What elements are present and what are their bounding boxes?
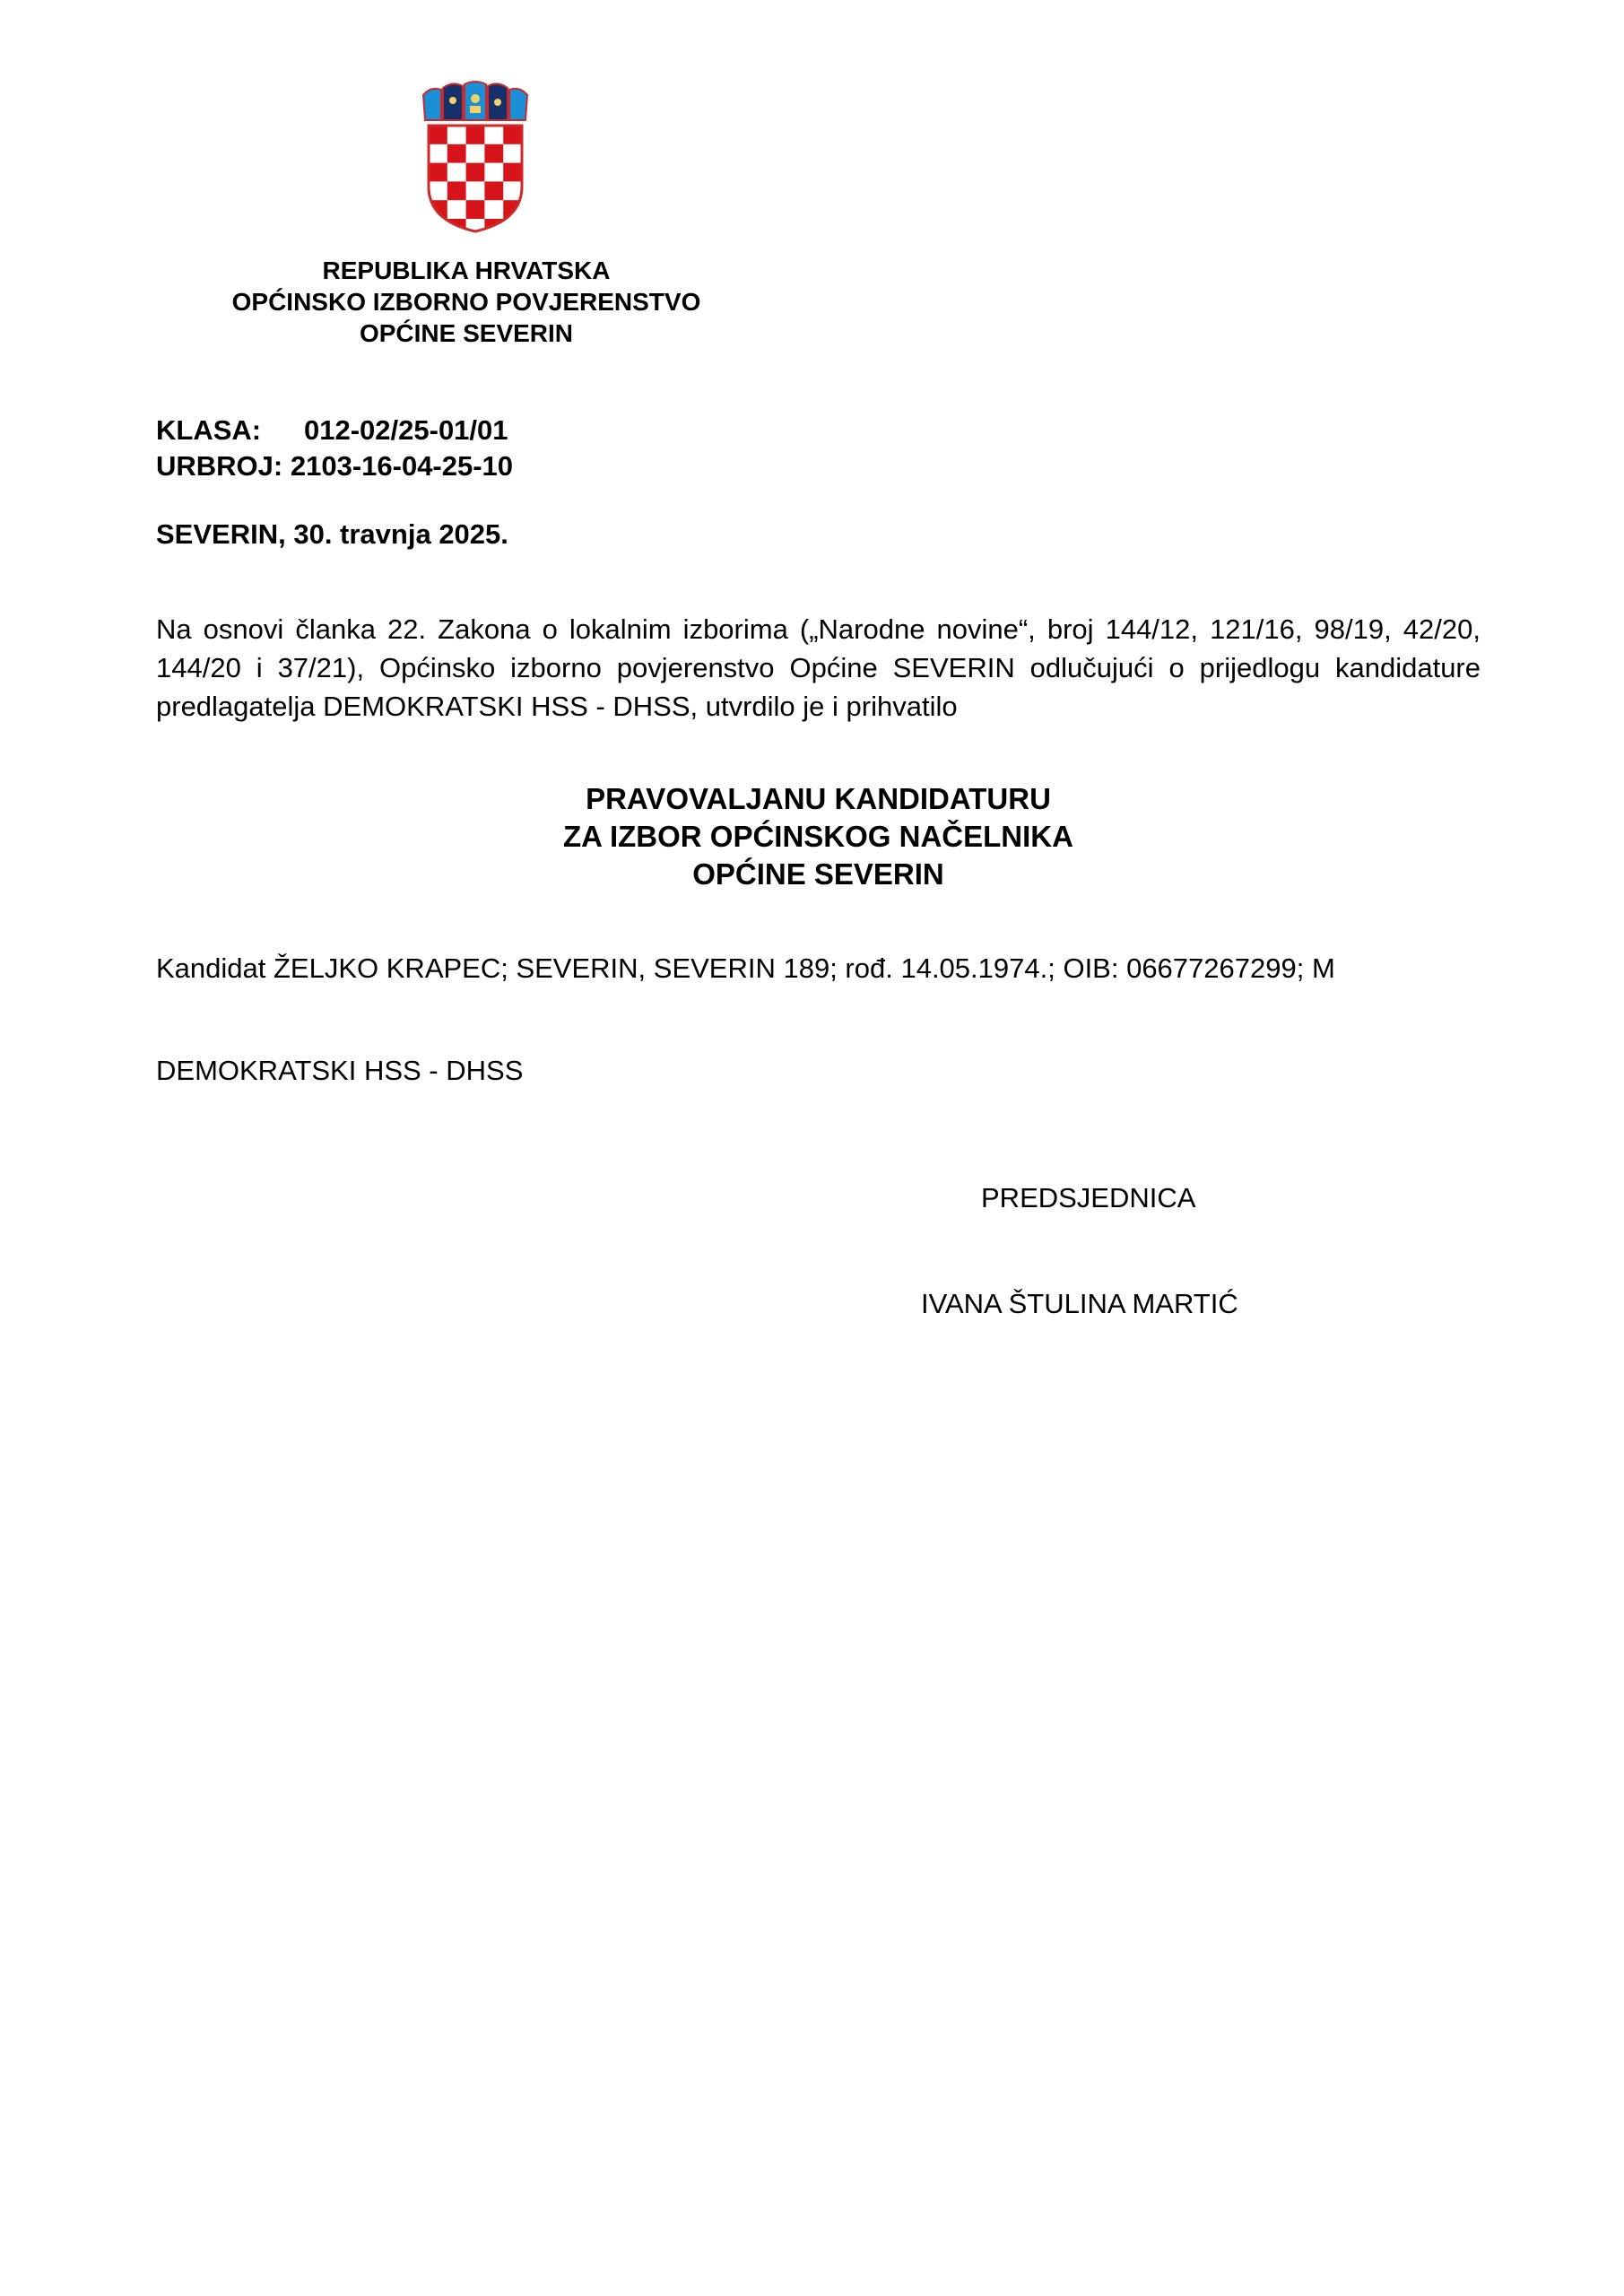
- shield-square: [503, 219, 522, 233]
- shield-square: [503, 163, 522, 182]
- date: , 30. travnja 2025.: [278, 518, 508, 550]
- shield-square: [466, 144, 485, 163]
- shield-square: [429, 163, 447, 182]
- title-line-2: ZA IZBOR OPĆINSKOG NAČELNIKA: [563, 820, 1073, 853]
- urbroj-row: [156, 450, 513, 483]
- shield-square: [429, 144, 447, 163]
- shield-square: [484, 163, 503, 182]
- shield-square: [447, 200, 466, 219]
- title-line-3: OPĆINE SEVERIN: [692, 857, 944, 891]
- shield-square: [484, 126, 503, 144]
- klasa-value: 012-02/25-01/01: [304, 414, 508, 446]
- header-country: REPUBLIKA HRVATSKA: [322, 257, 611, 284]
- legal-basis-paragraph: Na osnovi članka 22. Zakona o lokalnim izborima („Narodne novine“, broj 144/12, 121/16, 98/19, 42/20, 144/20 i 37/21), Općinsko izborno povjerenstvo Općine SEVERIN odlučujući o prijedlogu kandidature predlagatelja DEMOKRATSKI HSS - DHSS, utvrdilo je i prihvatilo: [156, 613, 1481, 722]
- shield-square: [447, 163, 466, 182]
- signature-role: PREDSJEDNICA: [981, 1182, 1196, 1213]
- coat-of-arms-icon: [420, 79, 531, 233]
- shield-square: [447, 126, 466, 144]
- shield-square: [429, 219, 447, 233]
- shield-square: [484, 144, 503, 163]
- urbroj-value: 2103-16-04-25-10: [290, 450, 514, 482]
- party-name: DEMOKRATSKI HSS - DHSS: [156, 1055, 524, 1086]
- shield-square: [503, 126, 522, 144]
- shield-square: [429, 126, 447, 144]
- candidate-line: Kandidat ŽELJKO KRAPEC; SEVERIN, SEVERIN 189; rođ. 14.05.1974.; OIB: 06677267299; M: [156, 952, 1335, 984]
- urbroj-label: URBROJ:: [156, 450, 283, 482]
- shield-square: [484, 200, 503, 219]
- place: SEVERIN: [156, 518, 279, 550]
- header-authority: OPĆINSKO IZBORNO POVJERENSTVO: [231, 288, 701, 316]
- shield-square: [429, 181, 447, 200]
- issuer-header: [161, 255, 771, 349]
- shield-square: [447, 181, 466, 200]
- shield-square: [466, 163, 485, 182]
- shield-square: [466, 181, 485, 200]
- shield-square: [466, 200, 485, 219]
- shield-square: [447, 144, 466, 163]
- title-line-1: PRAVOVALJANU KANDIDATURU: [586, 782, 1051, 815]
- place-date: [156, 518, 508, 551]
- shield-square: [503, 144, 522, 163]
- decision-title: [156, 780, 1481, 893]
- signature-name: IVANA ŠTULINA MARTIĆ: [921, 1288, 1238, 1319]
- header-municipality: OPĆINE SEVERIN: [359, 319, 574, 347]
- shield-square: [484, 181, 503, 200]
- shield-square: [466, 126, 485, 144]
- klasa-row: [156, 414, 508, 447]
- klasa-label: KLASA:: [156, 414, 262, 446]
